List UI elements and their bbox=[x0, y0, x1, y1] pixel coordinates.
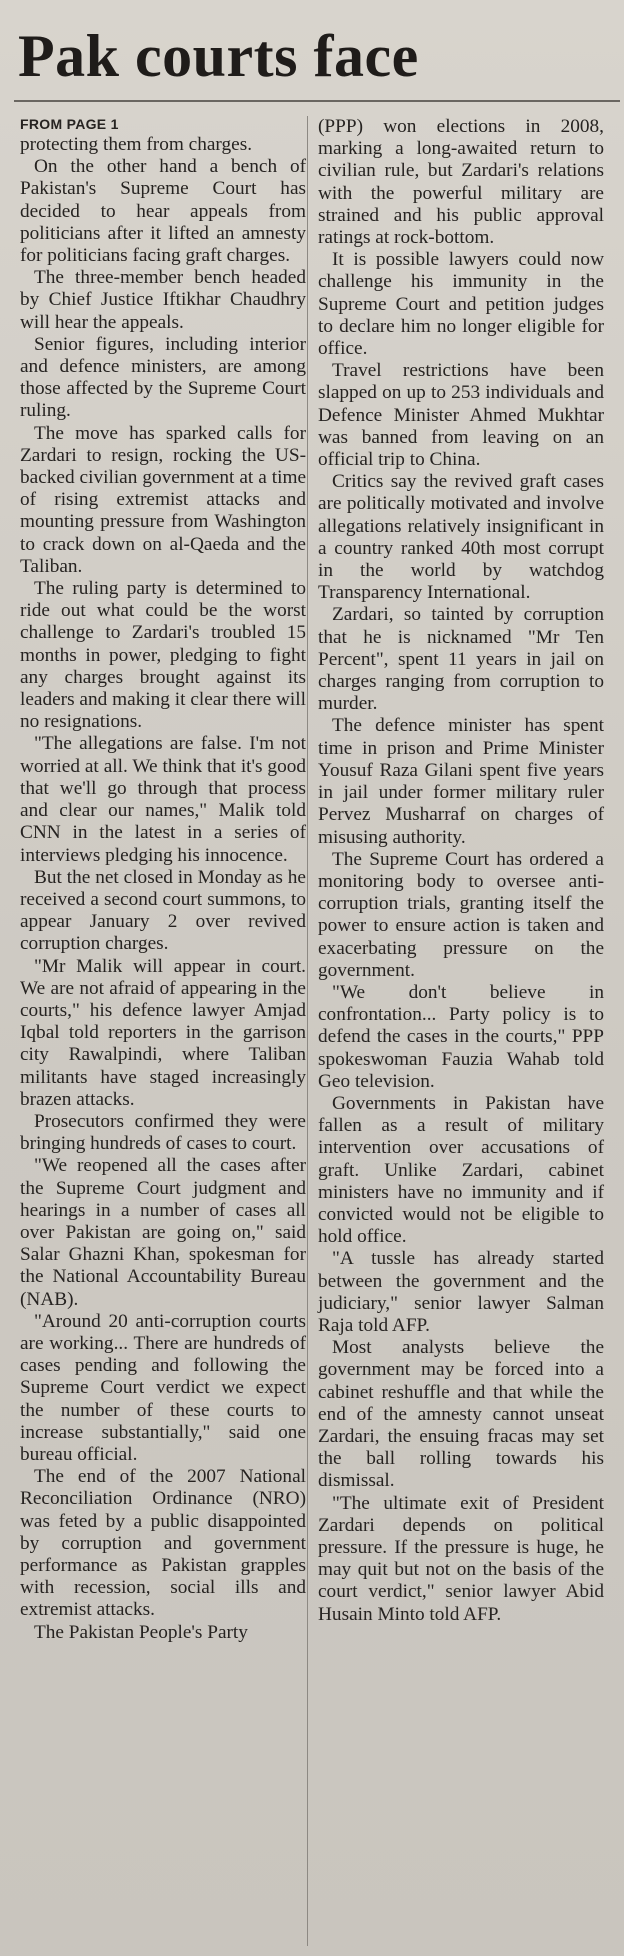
paragraph: The end of the 2007 National Reconciliation Ordinance (NRO) was feted by a public disappointed by corruption and government performance as Pakistan grapples with recession, social ills and extremist attacks. bbox=[20, 1466, 306, 1621]
paragraph: Most analysts believe the government may be forced into a cabinet reshuffle and that while the end of the amnesty cannot unseat Zardari, the ensuing fracas may set the ball rolling towards his dismissal. bbox=[318, 1337, 604, 1492]
paragraph: "Mr Malik will appear in court. We are not afraid of appearing in the courts," his defence lawyer Amjad Iqbal told reporters in the garrison city Rawalpindi, where Taliban militants have staged increasingly brazen attacks. bbox=[20, 955, 306, 1110]
section-label: FROM PAGE 1 bbox=[20, 116, 119, 132]
paragraph: Critics say the revived graft cases are politically motivated and involve allegations relatively insignificant in a country ranked 40th most corrupt in the world by watchdog Transparency International. bbox=[318, 471, 604, 604]
paragraph: On the other hand a bench of Pakistan's Supreme Court has decided to hear appeals from politicians after it lifted an amnesty for politicians facing graft charges. bbox=[20, 156, 306, 267]
left-column bbox=[20, 116, 306, 1644]
paragraph: Senior figures, including interior and defence ministers, are among those affected by the Supreme Court ruling. bbox=[20, 333, 306, 422]
paragraph: But the net closed in Monday as he received a second court summons, to appear January 2 over revived corruption charges. bbox=[20, 866, 306, 955]
paragraph: The three-member bench headed by Chief Justice Iftikhar Chaudhry will hear the appeals. bbox=[20, 267, 306, 333]
headline-rule bbox=[14, 100, 620, 102]
paragraph: Zardari, so tainted by corruption that he is nicknamed "Mr Ten Percent", spent 11 years in jail on charges ranging from corruption to murder. bbox=[318, 604, 604, 715]
paragraph: Prosecutors confirmed they were bringing hundreds of cases to court. bbox=[20, 1110, 306, 1155]
paragraph: The defence minister has spent time in prison and Prime Minister Yousuf Raza Gilani spent five years in jail under former military ruler Pervez Musharraf on charges of misusing authority. bbox=[318, 715, 604, 848]
paragraph: The Pakistan People's Party bbox=[34, 1621, 248, 1643]
paragraph: "A tussle has already started between the government and the judiciary," senior lawyer Salman Raja told AFP. bbox=[318, 1248, 604, 1336]
paragraph: "We don't believe in confrontation... Party policy is to defend the cases in the courts," PPP spokeswoman Fauzia Wahab told Geo television. bbox=[318, 981, 604, 1092]
paragraph: "We reopened all the cases after the Supreme Court judgment and hearings in a number of cases all over Pakistan are going on," said Salar Ghazni Khan, spokesman for the National Accountability Bureau (NAB). bbox=[20, 1155, 306, 1310]
paragraph: (PPP) won elections in 2008, marking a long-awaited return to civilian rule, but Zardari's relations with the powerful military are strained and his public approval ratings at rock-bottom. bbox=[318, 116, 604, 249]
paragraph: Governments in Pakistan have fallen as a result of military intervention over accusations of graft. Unlike Zardari, cabinet ministers have no immunity and if convicted would not be eligible to hold office. bbox=[318, 1092, 604, 1248]
right-column bbox=[318, 116, 604, 1626]
paragraph: Travel restrictions have been slapped on up to 253 individuals and Defence Minister Ahmed Mukhtar was banned from leaving on an official trip to China. bbox=[318, 360, 604, 471]
headline: Pak courts face bbox=[18, 23, 419, 89]
paragraph: "The ultimate exit of President Zardari depends on political pressure. If the pressure is huge, he may quit but not on the basis of the court verdict," senior lawyer Abid Husain Minto told AFP. bbox=[318, 1492, 604, 1625]
paragraph: It is possible lawyers could now challenge his immunity in the Supreme Court and petition judges to declare him no longer eligible for office. bbox=[318, 249, 604, 360]
paragraph: protecting them from charges. bbox=[20, 134, 253, 155]
paragraph: "The allegations are false. I'm not worried at all. We think that it's good that we'll go through that process and clear our names," Malik told CNN in the latest in a series of interviews pledging his innocence. bbox=[20, 733, 306, 866]
paragraph: The Supreme Court has ordered a monitoring body to oversee anti-corruption trials, granting itself the power to ensure action is taken and exacerbating pressure on the government. bbox=[318, 848, 604, 981]
paragraph: The ruling party is determined to ride out what could be the worst challenge to Zardari's troubled 15 months in power, pledging to fight any charges brought against its leaders and making it clear there will no resignations. bbox=[20, 578, 306, 733]
column-divider bbox=[307, 116, 308, 1946]
paragraph: The move has sparked calls for Zardari to resign, rocking the US-backed civilian government at a time of rising extremist attacks and mounting pressure from Washington to crack down on al-Qaeda and the Taliban. bbox=[20, 422, 306, 577]
paragraph: "Around 20 anti-corruption courts are working... There are hundreds of cases pending and following the Supreme Court verdict we expect the number of these courts to increase substantially," said one bureau official. bbox=[20, 1310, 306, 1465]
